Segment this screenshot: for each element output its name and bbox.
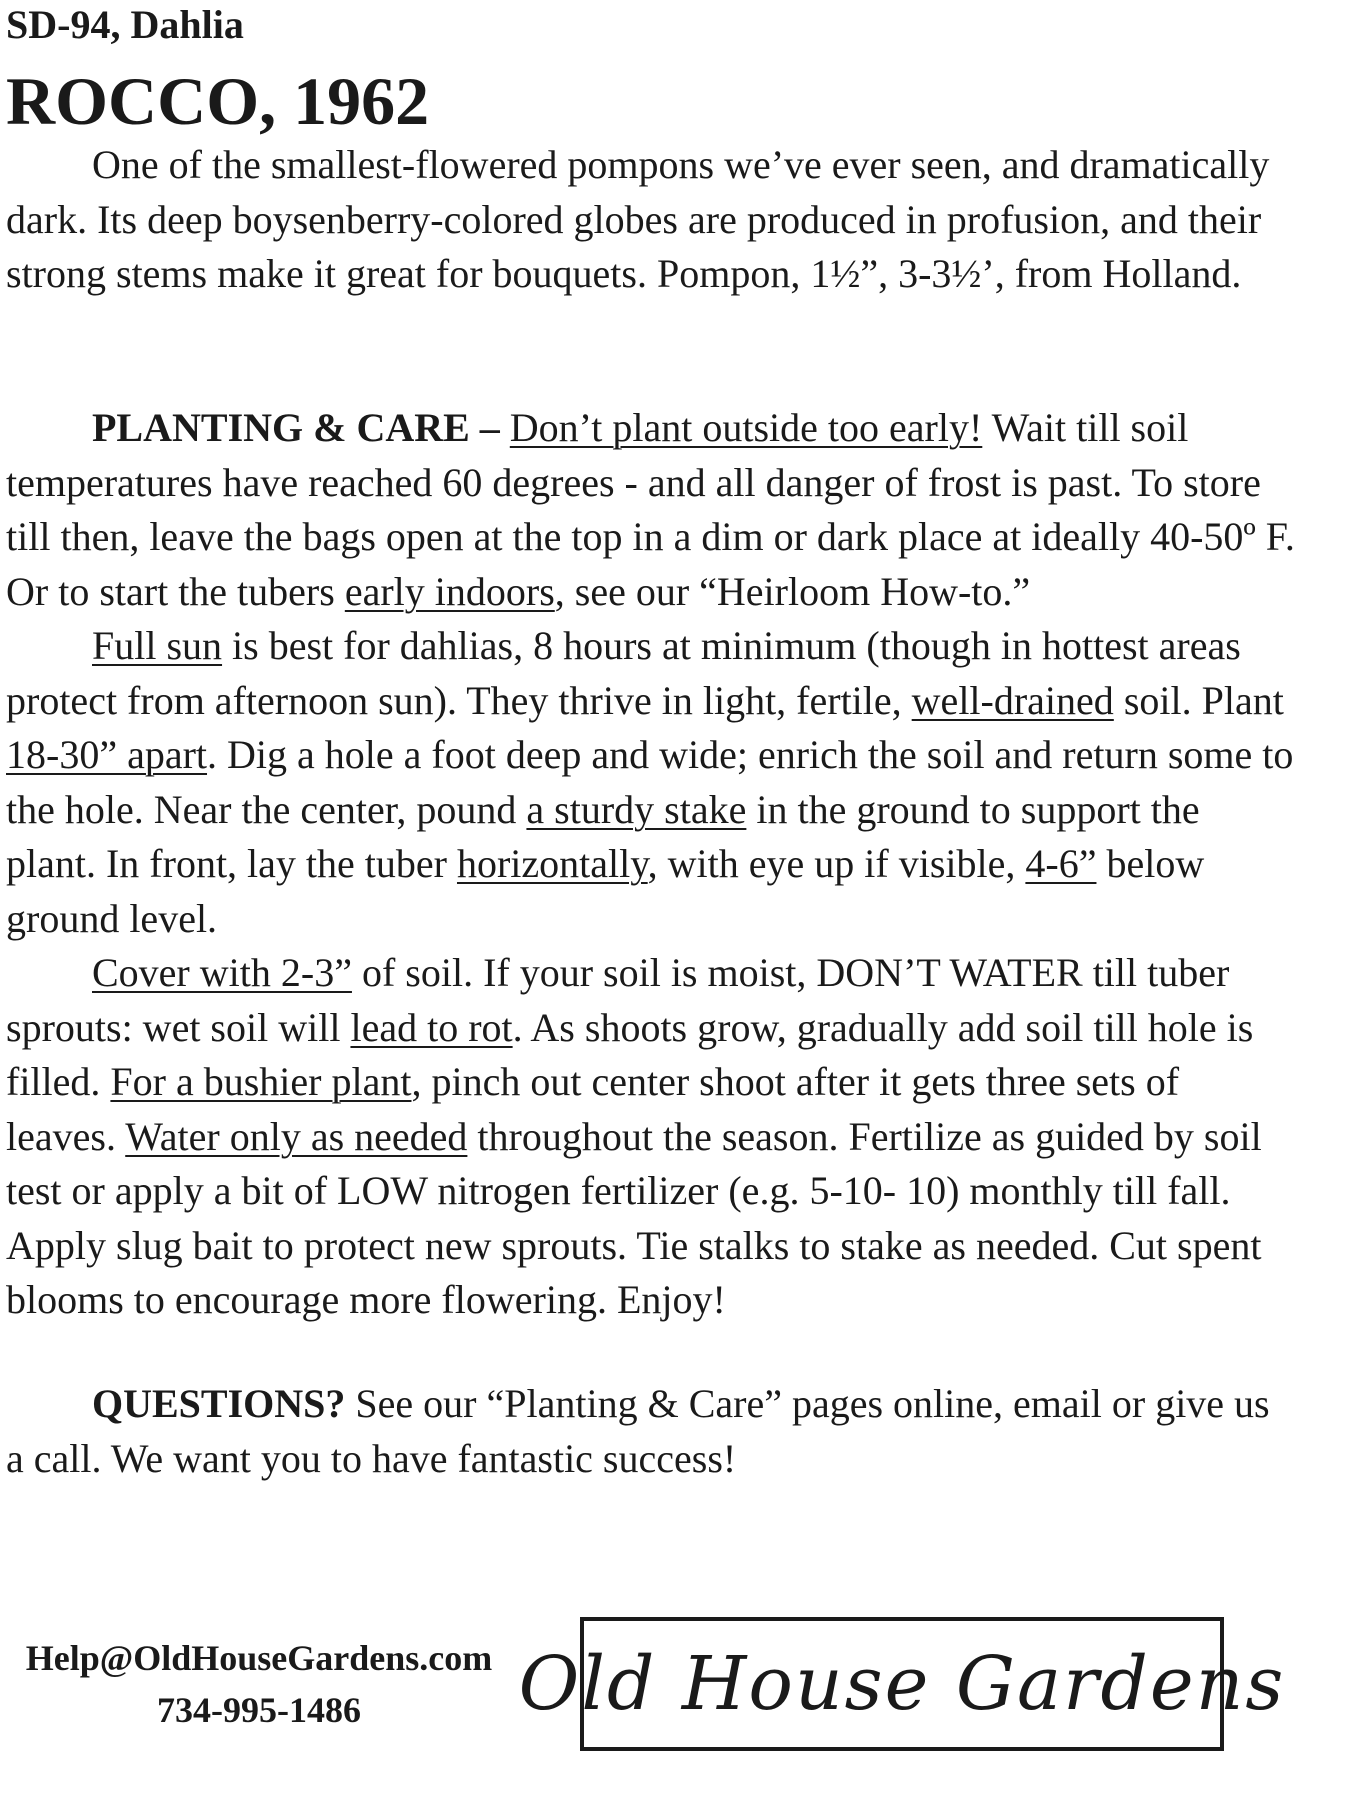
plant-too-early-warning: Don’t plant outside too early! <box>509 405 983 450</box>
bushier-plant-note: For a bushier plant <box>110 1059 412 1104</box>
contact-email: Help@OldHouseGardens.com <box>25 1638 493 1678</box>
water-as-needed-note: Water only as needed <box>125 1113 468 1159</box>
questions-section <box>6 1377 1296 1486</box>
care-text-2: , see our “Heirloom How-to.” <box>554 568 1031 614</box>
care-text-3: is best for dahlias, 8 hours at minimum (though in hottest areas protect from afternoon sun). They thrive in light, fertile, <box>6 623 1241 723</box>
lead-to-rot-note: lead to rot <box>350 1004 513 1050</box>
horizontally-note: horizontally <box>456 841 648 886</box>
care-text-4: soil. Plant <box>1113 677 1284 723</box>
care-text-6: in the ground to support the plant. In front, lay the tuber <box>6 786 1200 886</box>
item-code: SD-94, Dahlia <box>6 2 244 47</box>
company-logo <box>518 1617 1286 1751</box>
spacing-note: 18-30” apart <box>6 732 208 777</box>
care-text-12: throughout the season. Fertilize as guided by soil test or apply a bit of LOW nitrogen fertilizer (e.g. 5-10- 10) monthly till fall. Apply slug bait to protect new sprouts. Tie stalks to stake as needed. Cut spent blooms to encourage more flowering. Enjoy! <box>6 1113 1262 1322</box>
questions-text: See our “Planting & Care” pages online, email or give us a call. We want you to have fantastic success! <box>6 1381 1270 1481</box>
early-indoors-link: early indoors <box>344 568 555 614</box>
variety-title: ROCCO, 1962 <box>6 63 430 139</box>
care-text-9: of soil. If your soil is moist, DON’T WATER till tuber sprouts: wet soil will <box>6 950 1230 1050</box>
care-text-5: . Dig a hole a foot deep and wide; enrich the soil and return some to the hole. Near the center, pound <box>6 732 1294 832</box>
questions-heading: QUESTIONS? <box>92 1381 346 1426</box>
cover-soil-note: Cover with 2-3” <box>92 950 352 995</box>
care-text-10: . As shoots grow, gradually add soil till hole is filled. <box>6 1004 1254 1104</box>
planting-care-section <box>6 401 1296 1328</box>
care-text-7: , with eye up if visible, <box>647 841 1026 886</box>
full-sun-note: Full sun <box>92 623 223 668</box>
contact-phone: 734-995-1486 <box>157 1690 361 1730</box>
sturdy-stake-note: a sturdy stake <box>526 786 747 832</box>
description-paragraph: One of the smallest-flowered pompons we’ve ever seen, and dramatically dark. Its deep boysenberry-colored globes are produced in profusion, and their strong stems make it great for bouquets. Pompon, 1½”, 3-3½’, from Holland. <box>6 142 1270 296</box>
planting-care-heading: PLANTING & CARE – <box>92 405 500 450</box>
depth-note: 4-6” <box>1025 841 1097 886</box>
logo-text: Old House Gardens <box>518 1641 1286 1727</box>
contact-block <box>0 1632 518 1736</box>
well-drained-note: well-drained <box>911 677 1114 723</box>
care-text-11: , pinch out center shoot after it gets three sets of leaves. <box>6 1059 1180 1159</box>
care-text-1: Wait till soil temperatures have reached 60 degrees - and all danger of frost is past. To store till then, leave the bags open at the top in a dim or dark place at ideally 40-50º F. Or to start the tubers <box>6 405 1295 614</box>
care-text-8: below ground level. <box>6 841 1205 941</box>
